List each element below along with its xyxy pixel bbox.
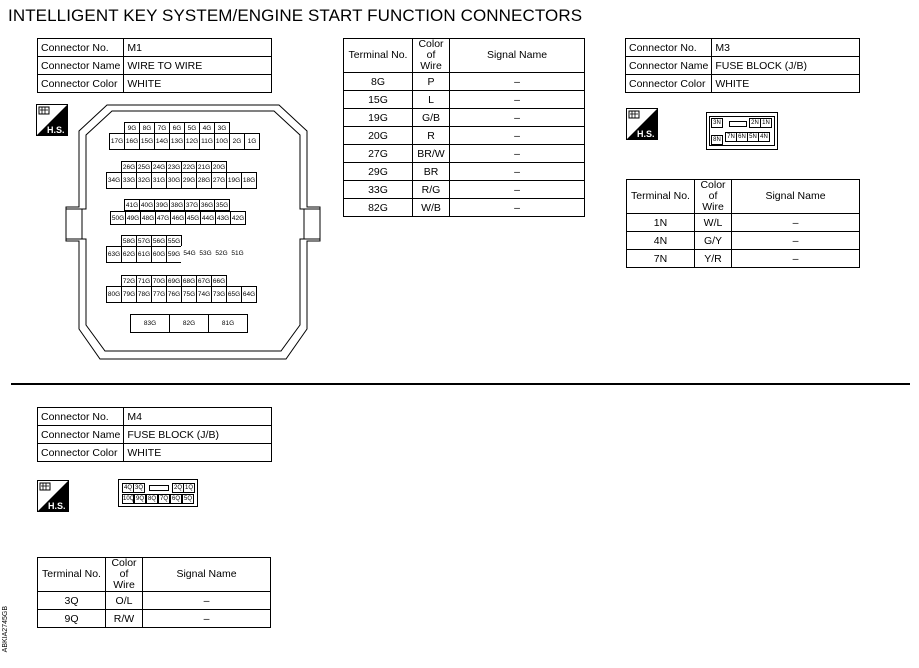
m4-connector-color: WHITE [124, 444, 272, 462]
m3-info-table [625, 38, 860, 93]
terminal-no: 33G [344, 181, 413, 199]
color-of-wire-header: Color of Wire [695, 180, 732, 214]
pin-79g: 79G [121, 286, 137, 303]
pin-27g: 27G [211, 172, 227, 189]
terminal-no: 20G [344, 127, 413, 145]
pin-4n: 4N [758, 132, 770, 142]
pin-1g: 1G [244, 133, 260, 150]
pin-28g: 28G [196, 172, 212, 189]
pin-17g: 17G [109, 133, 125, 150]
pin-63g: 63G [106, 246, 122, 263]
signal-name: – [450, 163, 585, 181]
pin-1q: 1Q [184, 485, 193, 491]
m1-row-6 [110, 211, 245, 225]
signal-name: – [450, 73, 585, 91]
pin-60g: 60G [151, 246, 167, 263]
wire-color: BR/W [413, 145, 450, 163]
connector-color-label: Connector Color [38, 75, 124, 93]
pin-16g: 16G [124, 133, 140, 150]
pin-57g: 57G [136, 235, 152, 247]
pin-49g: 49G [125, 211, 141, 225]
pin-81g: 81G [208, 314, 248, 333]
latch [149, 485, 169, 491]
terminal-no-header: Terminal No. [627, 180, 695, 214]
pin-62g: 62G [121, 246, 137, 263]
table-row [344, 181, 585, 199]
table-row [344, 73, 585, 91]
pin-43g: 43G [215, 211, 231, 225]
pin-69g: 69G [166, 275, 182, 287]
pin-80g: 80G [106, 286, 122, 303]
pin-3n: 3N [711, 118, 723, 128]
wire-color: R [413, 127, 450, 145]
pin-61g: 61G [136, 246, 152, 263]
pin-82g: 82G [169, 314, 209, 333]
table-row [344, 109, 585, 127]
terminal-no: 82G [344, 199, 413, 217]
pin-50g: 50G [110, 211, 126, 225]
pin-40g: 40G [139, 199, 155, 211]
pin-36g: 36G [199, 199, 215, 211]
pin-53g: 53G [197, 246, 214, 263]
svg-text:H.S.: H.S. [637, 129, 655, 139]
m1-row-4 [106, 172, 256, 189]
signal-name: – [450, 109, 585, 127]
m4-connector-face [118, 479, 198, 507]
pin-18g: 18G [241, 172, 257, 189]
pin-59g: 59G [166, 246, 182, 263]
pin-6g: 6G [169, 122, 185, 134]
table-row [344, 199, 585, 217]
m1-terminal-table [343, 38, 585, 217]
wire-color: W/L [695, 214, 732, 232]
pin-7q: 7Q [159, 496, 168, 502]
pin-23g: 23G [166, 161, 182, 173]
pin-20g: 20G [211, 161, 227, 173]
svg-text:H.S.: H.S. [47, 125, 65, 135]
connector-color-label: Connector Color [38, 444, 124, 462]
pin-55g: 55G [166, 235, 182, 247]
m3-connector-no: M3 [712, 39, 860, 57]
pin-51g: 51G [229, 246, 246, 263]
m3-terminal-table [626, 179, 860, 268]
svg-text:H.S.: H.S. [48, 501, 66, 511]
m3-connector-name: FUSE BLOCK (J/B) [712, 57, 860, 75]
pin-22g: 22G [181, 161, 197, 173]
terminal-no-header: Terminal No. [38, 558, 106, 592]
wire-color: BR [413, 163, 450, 181]
pin-5n: 5N [747, 132, 759, 142]
page-title: INTELLIGENT KEY SYSTEM/ENGINE START FUNCTION CONNECTORS [8, 6, 583, 25]
pin-74g: 74G [196, 286, 212, 303]
color-of-wire-header: Color of Wire [106, 558, 143, 592]
pin-56g: 56G [151, 235, 167, 247]
wire-color: O/L [106, 592, 143, 610]
table-row [38, 592, 271, 610]
pin-65g: 65G [226, 286, 242, 303]
section-divider [11, 383, 910, 385]
pin-70g: 70G [151, 275, 167, 287]
harness-side-icon [37, 480, 69, 512]
pin-7n: 7N [725, 132, 737, 142]
connector-color-label: Connector Color [626, 75, 712, 93]
pin-37g: 37G [184, 199, 200, 211]
signal-name: – [143, 592, 271, 610]
signal-name: – [732, 232, 860, 250]
signal-name-header: Signal Name [450, 39, 585, 73]
connector-no-label: Connector No. [626, 39, 712, 57]
table-row [344, 91, 585, 109]
pin-44g: 44G [200, 211, 216, 225]
terminal-no: 15G [344, 91, 413, 109]
pin-83g: 83G [130, 314, 170, 333]
wire-color: R/W [106, 610, 143, 628]
pin-72g: 72G [121, 275, 137, 287]
signal-name-header: Signal Name [732, 180, 860, 214]
wire-color: P [413, 73, 450, 91]
pin-68g: 68G [181, 275, 197, 287]
m1-info-table [37, 38, 272, 93]
pin-35g: 35G [214, 199, 230, 211]
pin-10g: 10G [214, 133, 230, 150]
connector-name-label: Connector Name [38, 426, 124, 444]
m1-row-10 [106, 286, 256, 303]
signal-name: – [143, 610, 271, 628]
pin-45g: 45G [185, 211, 201, 225]
signal-name-header: Signal Name [143, 558, 271, 592]
pin-9q: 9Q [135, 496, 144, 502]
pin-47g: 47G [155, 211, 171, 225]
color-of-wire-header: Color of Wire [413, 39, 450, 73]
table-row [38, 610, 271, 628]
pin-30g: 30G [166, 172, 182, 189]
terminal-no: 19G [344, 109, 413, 127]
m1-connector-color: WHITE [124, 75, 272, 93]
harness-side-icon [626, 108, 658, 140]
pin-41g: 41G [124, 199, 140, 211]
wire-color: Y/R [695, 250, 732, 268]
terminal-no: 1N [627, 214, 695, 232]
wire-color: G/Y [695, 232, 732, 250]
m3-connector-face [706, 112, 778, 150]
pin-9g: 9G [124, 122, 140, 134]
connector-no-label: Connector No. [38, 408, 124, 426]
table-row [627, 250, 860, 268]
pin-2q: 2Q [173, 485, 182, 491]
pin-71g: 71G [136, 275, 152, 287]
pin-2n: 2N [749, 118, 761, 128]
pin-75g: 75G [181, 286, 197, 303]
wire-color: L [413, 91, 450, 109]
pin-52g: 52G [213, 246, 230, 263]
pin-66g: 66G [211, 275, 227, 287]
pin-3g: 3G [214, 122, 230, 134]
m4-info-table [37, 407, 272, 462]
pin-25g: 25G [136, 161, 152, 173]
pin-8n: 8N [711, 135, 723, 145]
signal-name: – [450, 199, 585, 217]
signal-name: – [732, 214, 860, 232]
pin-6q: 6Q [171, 496, 180, 502]
table-row [344, 145, 585, 163]
terminal-no-header: Terminal No. [344, 39, 413, 73]
pin-11g: 11G [199, 133, 215, 150]
pin-64g: 64G [241, 286, 257, 303]
m4-connector-no: M4 [124, 408, 272, 426]
signal-name: – [732, 250, 860, 268]
pin-42g: 42G [230, 211, 246, 225]
pin-2g: 2G [229, 133, 245, 150]
pin-31g: 31G [151, 172, 167, 189]
connector-name-label: Connector Name [38, 57, 124, 75]
m1-row-8 [106, 246, 245, 263]
pin-54g: 54G [181, 246, 198, 263]
pin-73g: 73G [211, 286, 227, 303]
terminal-no: 7N [627, 250, 695, 268]
terminal-no: 9Q [38, 610, 106, 628]
pin-4g: 4G [199, 122, 215, 134]
pin-19g: 19G [226, 172, 242, 189]
pin-24g: 24G [151, 161, 167, 173]
m1-row-5 [124, 199, 229, 211]
pin-34g: 34G [106, 172, 122, 189]
m4-terminal-table [37, 557, 271, 628]
wire-color: R/G [413, 181, 450, 199]
pin-67g: 67G [196, 275, 212, 287]
terminal-no: 27G [344, 145, 413, 163]
terminal-no: 8G [344, 73, 413, 91]
pin-38g: 38G [169, 199, 185, 211]
table-row [344, 127, 585, 145]
pin-4q: 4Q [123, 485, 132, 491]
pin-14g: 14G [154, 133, 170, 150]
table-row [627, 214, 860, 232]
pin-5q: 5Q [183, 496, 192, 502]
latch [729, 121, 747, 127]
pin-13g: 13G [169, 133, 185, 150]
pin-32g: 32G [136, 172, 152, 189]
terminal-no: 29G [344, 163, 413, 181]
pin-78g: 78G [136, 286, 152, 303]
pin-21g: 21G [196, 161, 212, 173]
pin-1n: 1N [760, 118, 772, 128]
wire-color: W/B [413, 199, 450, 217]
signal-name: – [450, 181, 585, 199]
pin-8q: 8Q [147, 496, 156, 502]
m4-connector-name: FUSE BLOCK (J/B) [124, 426, 272, 444]
pin-39g: 39G [154, 199, 170, 211]
pin-46g: 46G [170, 211, 186, 225]
m1-connector-no: M1 [124, 39, 272, 57]
signal-name: – [450, 91, 585, 109]
pin-10q: 10Q [123, 496, 135, 502]
signal-name: – [450, 127, 585, 145]
terminal-no: 4N [627, 232, 695, 250]
pin-5g: 5G [184, 122, 200, 134]
m3-connector-color: WHITE [712, 75, 860, 93]
pin-77g: 77G [151, 286, 167, 303]
pin-29g: 29G [181, 172, 197, 189]
connector-no-label: Connector No. [38, 39, 124, 57]
terminal-no: 3Q [38, 592, 106, 610]
pin-48g: 48G [140, 211, 156, 225]
signal-name: – [450, 145, 585, 163]
table-row [627, 232, 860, 250]
m1-row-2 [109, 133, 259, 150]
pin-12g: 12G [184, 133, 200, 150]
pin-76g: 76G [166, 286, 182, 303]
m1-connector-face [62, 103, 324, 363]
wire-color: G/B [413, 109, 450, 127]
pin-3q: 3Q [134, 485, 143, 491]
connector-name-label: Connector Name [626, 57, 712, 75]
pin-7g: 7G [154, 122, 170, 134]
m1-connector-name: WIRE TO WIRE [124, 57, 272, 75]
pin-58g: 58G [121, 235, 137, 247]
table-row [344, 163, 585, 181]
pin-6n: 6N [736, 132, 748, 142]
pin-33g: 33G [121, 172, 137, 189]
figure-code: ABKIA2745GB [2, 606, 9, 653]
m1-row-11 [130, 314, 247, 333]
pin-26g: 26G [121, 161, 137, 173]
pin-15g: 15G [139, 133, 155, 150]
pin-8g: 8G [139, 122, 155, 134]
